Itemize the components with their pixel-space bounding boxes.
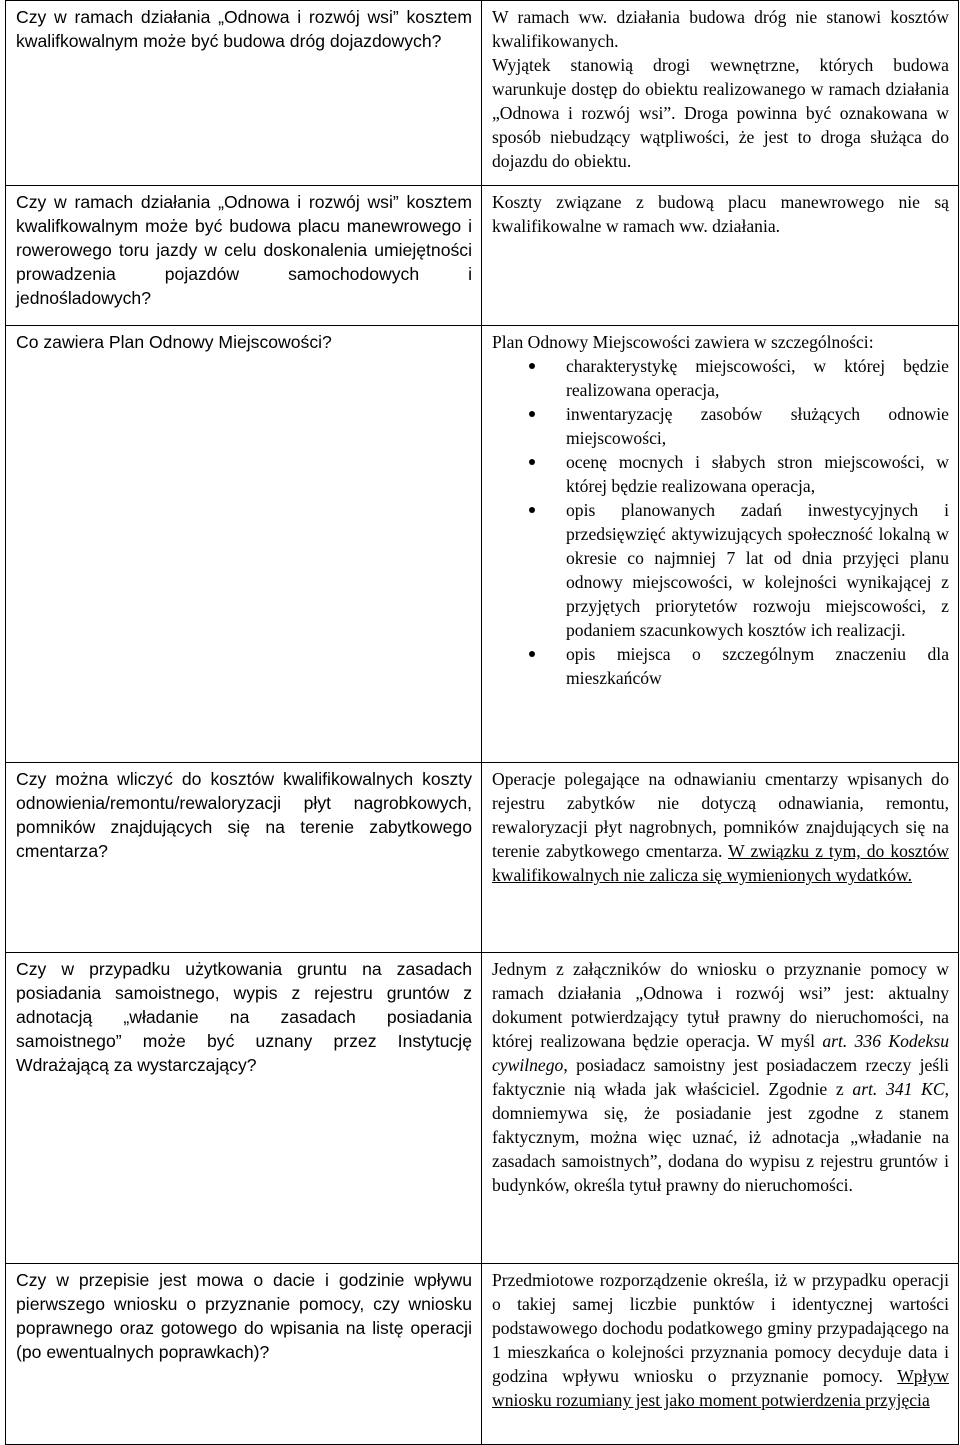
answer-underlined: Wpływ wniosku rozumiany jest jako moment potwierdzenia przyjęcia <box>492 1366 949 1410</box>
answer-text: W ramach ww. działania budowa dróg nie stanowi kosztów kwalifikowanych. <box>492 7 949 51</box>
question-cell <box>6 953 482 1264</box>
answer-part: , posiadacz samoistny jest posiadaczem rzeczy jeśli faktycznie nią włada jak właściciel. Zgodnie z <box>492 1055 949 1099</box>
question-cell <box>6 1 482 186</box>
legal-citation: art. 341 KC <box>852 1079 945 1099</box>
faq-table <box>5 0 959 1445</box>
answer-text <box>492 1268 949 1412</box>
list-item: opis miejsca o szczególnym znaczeniu dla mieszkańców <box>566 644 949 688</box>
answer-part: , domniemywa się, że posiadanie jest zgodne z stanem faktycznym, można więc uznać, iż adnotacja „władanie na zasadach samoistnych”, dodana do wypisu z rejestru gruntów i budynków, określa tytuł prawny do nieruchomości. <box>492 1079 949 1195</box>
list-item: ocenę mocnych i słabych stron miejscowości, w której będzie realizowana operacja, <box>566 452 949 496</box>
question-cell <box>6 763 482 953</box>
question-text: Czy w ramach działania „Odnowa i rozwój wsi” kosztem kwalifkowalnym może być budowa placu manewrowego i rowerowego toru jazdy w celu doskonalenia umiejętności prowadzenia pojazdów samochodowych i jednośladowych? <box>16 192 472 308</box>
question-text: Czy można wliczyć do kosztów kwalifikowalnych koszty odnowienia/remontu/rewaloryzacji płyt nagrobkowych, pomników znajdujących się na terenie zabytkowego cmentarza? <box>16 769 472 861</box>
answer-cell <box>482 953 959 1264</box>
answer-cell <box>482 1264 959 1445</box>
answer-text: Wyjątek stanowią drogi wewnętrzne, których budowa warunkuje dostęp do obiektu realizowanego w ramach działania „Odnowa i rozwój wsi”. Droga powinna być oznakowana w sposób niebudzący wątpliwości, że jest to droga służąca do dojazdu do obiektu. <box>492 55 949 171</box>
list-item: charakterystykę miejscowości, w której będzie realizowana operacja, <box>566 356 949 400</box>
table-row <box>6 953 959 1264</box>
question-text: Czy w ramach działania „Odnowa i rozwój wsi” kosztem kwalifkowalnym może być budowa dróg dojazdowych? <box>16 7 472 51</box>
answer-cell <box>482 186 959 326</box>
table-row <box>6 1264 959 1445</box>
question-cell <box>6 1264 482 1445</box>
table-row <box>6 186 959 326</box>
list-item: opis planowanych zadań inwestycyjnych i przedsięwzięć aktywizujących społeczność lokalną w okresie co najmniej 7 lat od dnia przyjęci planu odnowy miejscowości, w kolejności wynikającej z przyjętych priorytetów rozwoju miejscowości, z podaniem szacunkowych kosztów ich realizacji. <box>566 500 949 640</box>
answer-underlined: W związku z tym, do kosztów kwalifikowalnych nie zalicza się wymienionych wydatków. <box>492 841 949 885</box>
question-cell <box>6 186 482 326</box>
question-text: Co zawiera Plan Odnowy Miejscowości? <box>16 332 332 352</box>
answer-text <box>492 767 949 887</box>
table-row <box>6 326 959 763</box>
answer-text: Koszty związane z budową placu manewrowego nie są kwalifikowalne w ramach ww. działania. <box>492 192 949 236</box>
list-item: inwentaryzację zasobów służących odnowie miejscowości, <box>566 404 949 448</box>
table-row <box>6 1 959 186</box>
answer-cell <box>482 763 959 953</box>
question-text: Czy w przypadku użytkowania gruntu na zasadach posiadania samoistnego, wypis z rejestru gruntów z adnotacją „władanie na zasadach posiadania samoistnego” może być uznany przez Instytucję Wdrażającą za wystarczający? <box>16 959 472 1075</box>
answer-plain: Operacje polegające na odnawianiu cmentarzy wpisanych do rejestru zabytków nie dotyczą odnawiania, remontu, rewaloryzacji płyt nagrobnych, pomników znajdujących się na terenie zabytkowego cmentarza. <box>492 769 949 861</box>
table-row <box>6 763 959 953</box>
legal-citation: art. 336 Kodeksu cywilnego <box>492 1031 949 1075</box>
answer-part: Jednym z załączników do wniosku o przyznanie pomocy w ramach działania „Odnowa i rozwój wsi” jest: aktualny dokument potwierdzający tytuł prawny do nieruchomości, na której realizowana będzie operacja. W myśl <box>492 959 949 1051</box>
answer-text <box>492 957 949 1197</box>
answer-cell <box>482 326 959 763</box>
answer-intro: Plan Odnowy Miejscowości zawiera w szczególności: <box>492 332 874 352</box>
question-cell <box>6 326 482 763</box>
answer-plain: Przedmiotowe rozporządzenie określa, iż w przypadku operacji o takiej samej liczbie punktów i identycznej wartości podstawowego dochodu podatkowego gminy przypadającego na 1 mieszkańca o kolejności przyznania pomocy decyduje data i godzina wpływu wniosku o przyznanie pomocy. <box>492 1270 949 1386</box>
answer-cell <box>482 1 959 186</box>
question-text: Czy w przepisie jest mowa o dacie i godzinie wpływu pierwszego wniosku o przyznanie pomocy, czy wniosku poprawnego oraz gotowego do wpisania na listę operacji (po ewentualnych poprawkach)? <box>16 1270 472 1362</box>
bullet-list <box>492 354 949 690</box>
